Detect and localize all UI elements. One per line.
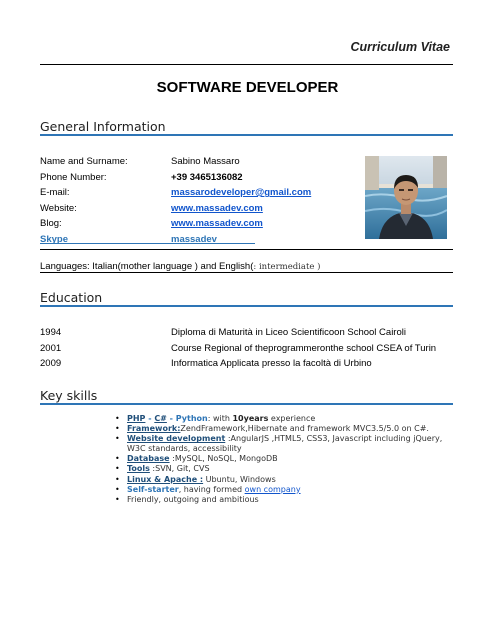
skill-text: :MySQL, NoSQL, MongoDB (169, 454, 278, 464)
info-value: +39 3465136082 (171, 172, 243, 183)
header-rule (40, 64, 453, 65)
skype-underline (40, 243, 255, 244)
section-skills-heading: Key skills (40, 388, 98, 403)
skill-text: :AngularJS ,HTML5, CSS3, Javascript including jQuery, W3C standards, accessibility (127, 434, 443, 454)
skill-key: Linux & Apache : (127, 474, 204, 484)
skill-key: Database (127, 454, 170, 464)
bullet-icon: • (115, 474, 120, 484)
skill-item (113, 495, 458, 505)
skill-sep: - (145, 414, 155, 423)
info-label: Skype (40, 234, 68, 245)
skill-key: Self-starter (127, 484, 179, 494)
info-label: E-mail: (40, 187, 70, 198)
section-general-heading: General Information (40, 119, 166, 134)
skill-key: Framework: (127, 424, 181, 434)
education-desc: Informatica Applicata presso la facoltà di Urbino (171, 358, 372, 369)
education-year: 2009 (40, 358, 62, 369)
skill-python: Python (175, 414, 208, 423)
bullet-icon: • (115, 494, 120, 504)
skill-text: Ubuntu, Windows (203, 474, 276, 484)
skill-text: : with (207, 414, 233, 423)
bullet-icon: • (115, 414, 120, 423)
skill-years: 10years (232, 414, 269, 423)
blog-link[interactable]: www.massadev.com (171, 218, 263, 229)
page-title: SOFTWARE DEVELOPER (156, 79, 339, 96)
skill-sep: - (166, 414, 176, 423)
skill-item (113, 434, 458, 454)
website-link[interactable]: www.massadev.com (171, 203, 263, 214)
skill-item (113, 454, 458, 464)
profile-photo (365, 156, 447, 239)
skill-item (113, 414, 458, 424)
info-value: massadev (171, 234, 217, 245)
bullet-icon: • (115, 454, 120, 464)
languages-line (40, 261, 320, 272)
info-label: Name and Surname: (40, 156, 128, 167)
section-education-rule (40, 305, 453, 307)
languages-text: Languages: Italian(mother language ) and English( (40, 261, 254, 272)
skill-item (113, 424, 458, 434)
languages-rule-top (40, 249, 453, 250)
info-label: Website: (40, 203, 77, 214)
education-year: 1994 (40, 327, 62, 338)
section-skills-rule (40, 403, 453, 405)
section-education-heading: Education (40, 290, 103, 305)
skill-key: Website development (127, 434, 226, 444)
languages-rule-bottom (40, 272, 453, 273)
company-link[interactable]: own company (244, 484, 301, 494)
bullet-icon: • (115, 464, 120, 474)
education-year: 2001 (40, 343, 62, 354)
skill-php: PHP (127, 414, 146, 423)
skill-text: Friendly, outgoing and ambitious (127, 494, 259, 504)
info-label: Blog: (40, 218, 62, 229)
skill-item (113, 485, 458, 495)
skill-item (113, 475, 458, 485)
skill-item (113, 464, 458, 474)
skill-text: :SVN, Git, CVS (149, 464, 210, 474)
languages-suffix: : intermediate ) (253, 262, 321, 272)
bullet-icon: • (115, 484, 120, 494)
info-label: Phone Number: (40, 172, 107, 183)
education-desc: Diploma di Maturità in Liceo Scientificoon School Cairoli (171, 327, 406, 338)
section-general-rule (40, 134, 453, 136)
bullet-icon: • (115, 424, 120, 434)
bullet-icon: • (115, 434, 120, 444)
skill-text: , having formed (178, 484, 245, 494)
skill-text: ZendFramework,Hibernate and framework MVC3.5/5.0 on C#. (180, 424, 429, 434)
email-link[interactable]: massarodeveloper@gmail.com (171, 187, 312, 198)
education-desc: Course Regional of theprogrammeronthe school CSEA of Turin (171, 343, 437, 354)
skill-text: experience (268, 414, 316, 423)
info-value: Sabino Massaro (171, 156, 240, 167)
skill-key: Tools (127, 464, 150, 474)
skill-csharp: C# (154, 414, 167, 423)
cv-header-label: Curriculum Vitae (350, 40, 450, 54)
skills-list (113, 414, 458, 505)
